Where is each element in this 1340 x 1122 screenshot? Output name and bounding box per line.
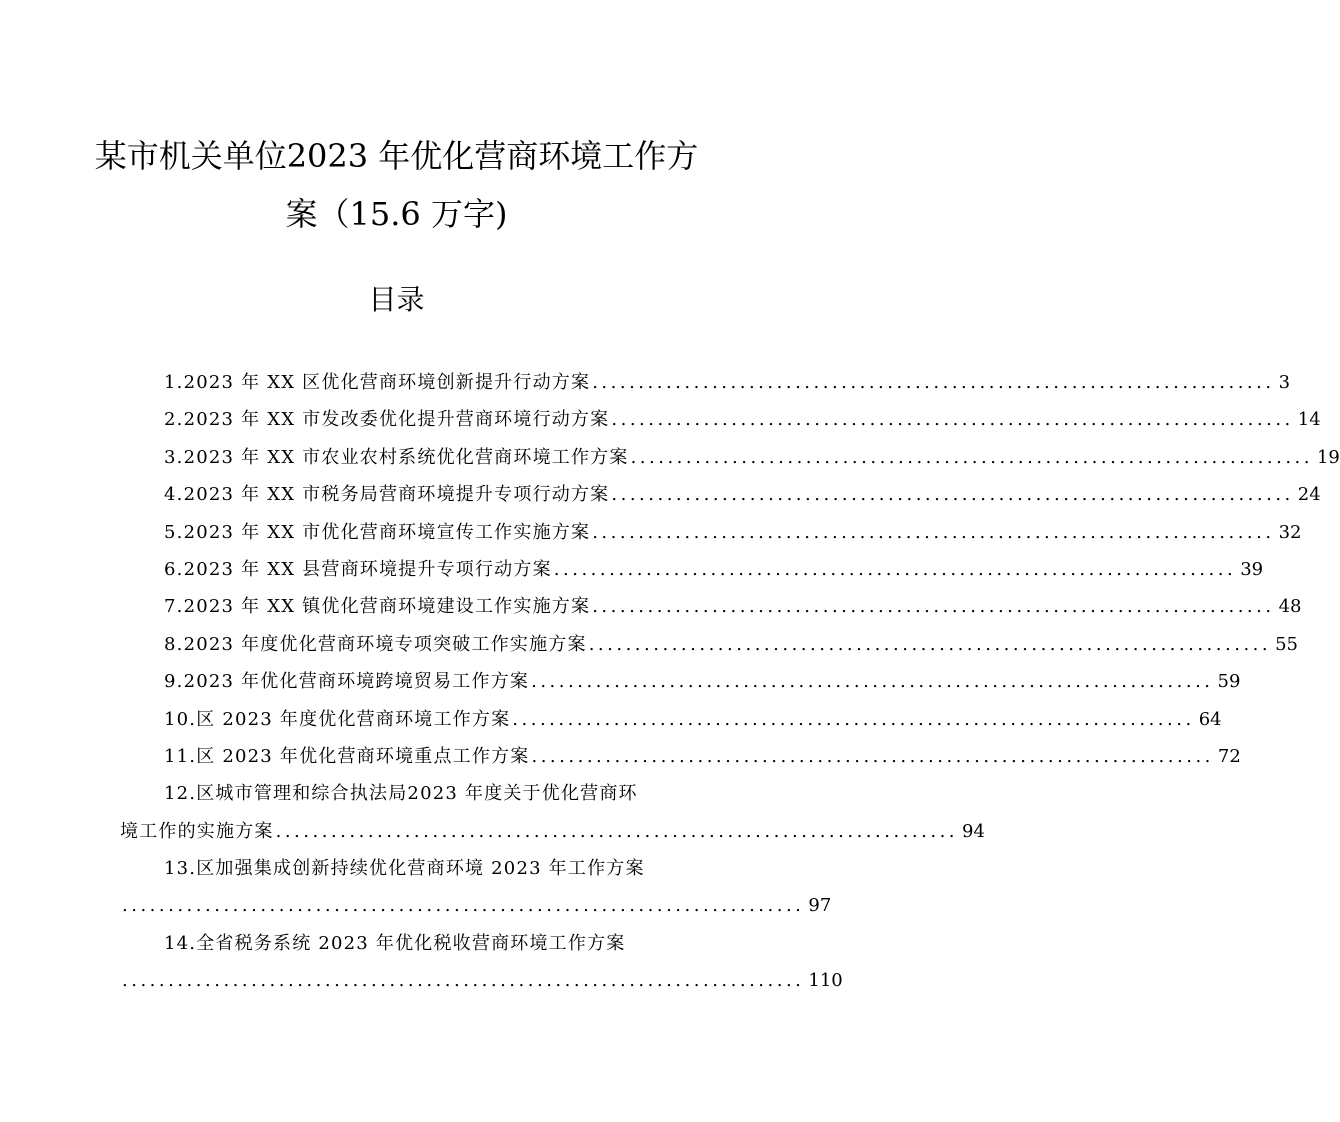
toc-leader-dots: .......................................................................... <box>592 372 1275 393</box>
toc-entry-title: 2.2023 年 XX 市发改委优化提升营商环境行动方案 <box>164 409 610 431</box>
toc-leader-dots: .......................................................................... <box>611 409 1294 431</box>
toc-page-number: 39 <box>1240 558 1264 580</box>
toc-leader-dots: .......................................................................... <box>611 484 1294 506</box>
toc-entry-6[interactable] <box>120 551 1264 588</box>
toc-entry-5[interactable] <box>120 514 1302 551</box>
toc-entry-12[interactable] <box>120 775 673 812</box>
toc-page-number: 48 <box>1278 596 1302 618</box>
table-of-contents <box>120 364 1340 1000</box>
toc-entry-11[interactable] <box>120 738 1241 775</box>
toc-leader-dots: .......................................................................... <box>588 633 1272 655</box>
toc-page-number: 94 <box>962 820 985 842</box>
toc-leader-dots: .......................................................................... <box>630 446 1313 468</box>
toc-entry-title: 12.区城市管理和综合执法局2023 年度关于优化营商环 <box>164 783 638 805</box>
toc-leader-dots: .......................................................................... <box>512 708 1195 730</box>
toc-entry-4[interactable] <box>120 476 1321 513</box>
toc-entry-title-continued: 境工作的实施方案 <box>120 820 274 842</box>
toc-entry-title: 3.2023 年 XX 市农业农村系统优化营商环境工作方案 <box>164 446 629 468</box>
toc-entry-14-continued[interactable] <box>120 962 843 999</box>
toc-leader-dots: .......................................................................... <box>122 895 805 917</box>
toc-entry-title: 8.2023 年度优化营商环境专项突破工作实施方案 <box>164 633 587 655</box>
toc-entry-title: 5.2023 年 XX 市优化营商环境宣传工作实施方案 <box>164 521 591 543</box>
toc-entry-3[interactable] <box>120 439 1340 476</box>
toc-leader-dots: .......................................................................... <box>122 970 805 992</box>
toc-entry-title: 13.区加强集成创新持续优化营商环境 2023 年工作方案 <box>164 858 645 880</box>
toc-entry-title: 1.2023 年 XX 区优化营商环境创新提升行动方案 <box>164 372 591 393</box>
toc-entry-title: 6.2023 年 XX 县营商环境提升专项行动方案 <box>164 558 552 580</box>
toc-entry-title: 10.区 2023 年度优化营商环境工作方案 <box>164 708 511 730</box>
toc-entry-1[interactable] <box>120 364 1291 401</box>
toc-entry-title: 7.2023 年 XX 镇优化营商环境建设工作实施方案 <box>164 596 591 618</box>
toc-page-number: 14 <box>1297 409 1321 431</box>
toc-leader-dots: .......................................................................... <box>553 558 1237 580</box>
toc-entry-14[interactable] <box>120 925 673 962</box>
toc-leader-dots: .......................................................................... <box>531 671 1214 693</box>
toc-entry-title: 11.区 2023 年优化营商环境重点工作方案 <box>164 745 530 767</box>
toc-page-number: 64 <box>1198 708 1222 730</box>
toc-entry-10[interactable] <box>120 701 1222 738</box>
toc-entry-2[interactable] <box>120 401 1321 438</box>
toc-page-number: 59 <box>1217 671 1241 693</box>
toc-entry-13-continued[interactable] <box>120 887 832 924</box>
document-title-line-1: 某市机关单位2023 年优化营商环境工作方 <box>94 137 699 175</box>
toc-heading: 目录 <box>368 283 425 316</box>
toc-leader-dots: .......................................................................... <box>275 820 959 842</box>
toc-entry-8[interactable] <box>120 626 1299 663</box>
toc-entry-9[interactable] <box>120 663 1241 700</box>
toc-entry-12-continued[interactable] <box>120 813 985 850</box>
toc-entry-13[interactable] <box>120 850 673 887</box>
toc-page-number: 19 <box>1316 446 1340 468</box>
toc-page-number: 32 <box>1278 521 1302 543</box>
toc-entry-title: 14.全省税务系统 2023 年优化税收营商环境工作方案 <box>164 932 626 954</box>
toc-leader-dots: .......................................................................... <box>592 596 1275 618</box>
toc-page-number: 3 <box>1278 372 1291 393</box>
toc-page-number: 72 <box>1217 745 1241 767</box>
document-title-line-2: 案（15.6 万字) <box>285 195 508 233</box>
toc-entry-7[interactable] <box>120 588 1302 625</box>
toc-leader-dots: .......................................................................... <box>531 745 1214 767</box>
toc-page-number: 110 <box>808 970 843 992</box>
toc-page-number: 24 <box>1297 484 1321 506</box>
toc-page-number: 55 <box>1275 633 1299 655</box>
toc-entry-title: 4.2023 年 XX 市税务局营商环境提升专项行动方案 <box>164 484 610 506</box>
toc-entry-title: 9.2023 年优化营商环境跨境贸易工作方案 <box>164 671 530 693</box>
toc-leader-dots: .......................................................................... <box>592 521 1275 543</box>
toc-page-number: 97 <box>808 895 832 917</box>
